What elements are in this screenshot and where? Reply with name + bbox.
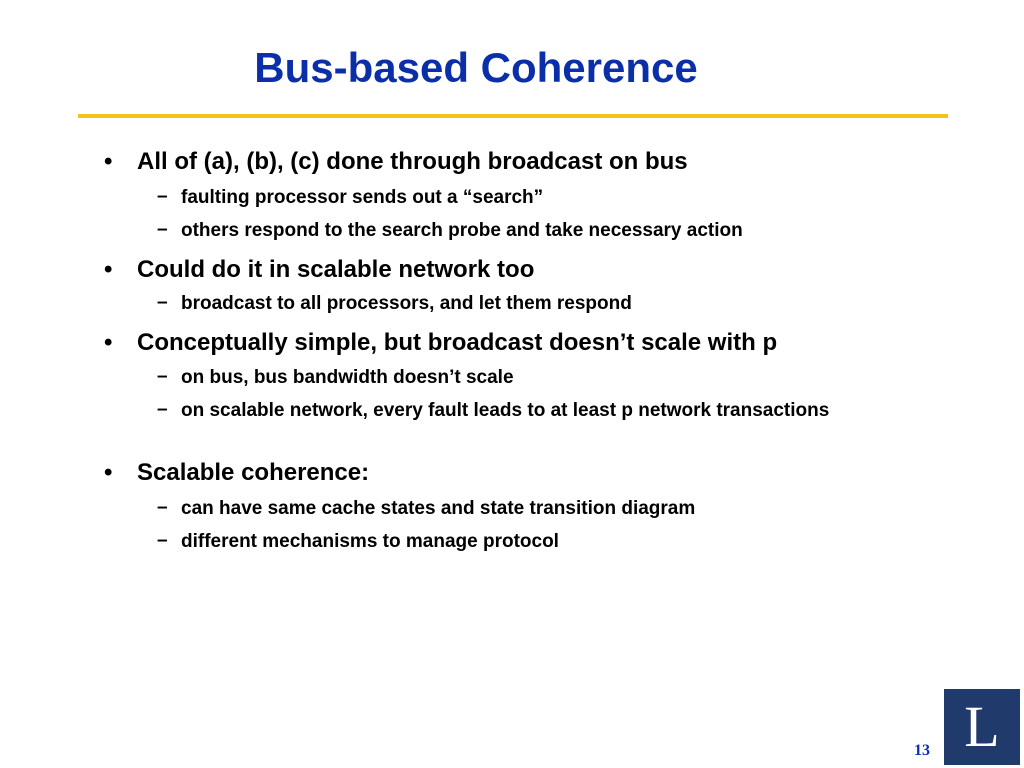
bullet-text: Scalable coherence:: [137, 459, 370, 486]
sub-bullet-text: faulting processor sends out a “search”: [181, 187, 544, 208]
dash-marker: –: [157, 530, 168, 551]
dash-marker: –: [157, 399, 168, 420]
bullet-text: Could do it in scalable network too: [137, 256, 535, 283]
sub-bullet-text: on scalable network, every fault leads to at least p network transactions: [181, 400, 830, 421]
dash-marker: –: [157, 497, 168, 518]
logo-letter: L: [964, 694, 1000, 759]
sub-bullet-text: on bus, bus bandwidth doesn’t scale: [181, 367, 514, 388]
university-logo: [944, 689, 1020, 765]
bullet-marker: •: [104, 459, 113, 486]
bullet-text: All of (a), (b), (c) done through broadcast on bus: [137, 148, 688, 175]
dash-marker: –: [157, 219, 168, 240]
dash-marker: –: [157, 292, 168, 313]
bullet-text: Conceptually simple, but broadcast doesn’t scale with p: [137, 329, 778, 356]
bullet-marker: •: [104, 329, 113, 356]
slide-number: 13: [914, 742, 930, 759]
sub-bullet-text: others respond to the search probe and take necessary action: [181, 220, 743, 241]
sub-bullet-text: different mechanisms to manage protocol: [181, 531, 559, 552]
sub-bullet-text: can have same cache states and state transition diagram: [181, 498, 696, 519]
dash-marker: –: [157, 186, 168, 207]
sub-bullet-text: broadcast to all processors, and let them respond: [181, 293, 632, 314]
slide-title: Bus-based Coherence: [254, 44, 698, 91]
bullet-marker: •: [104, 148, 113, 175]
bullet-marker: •: [104, 256, 113, 283]
dash-marker: –: [157, 366, 168, 387]
